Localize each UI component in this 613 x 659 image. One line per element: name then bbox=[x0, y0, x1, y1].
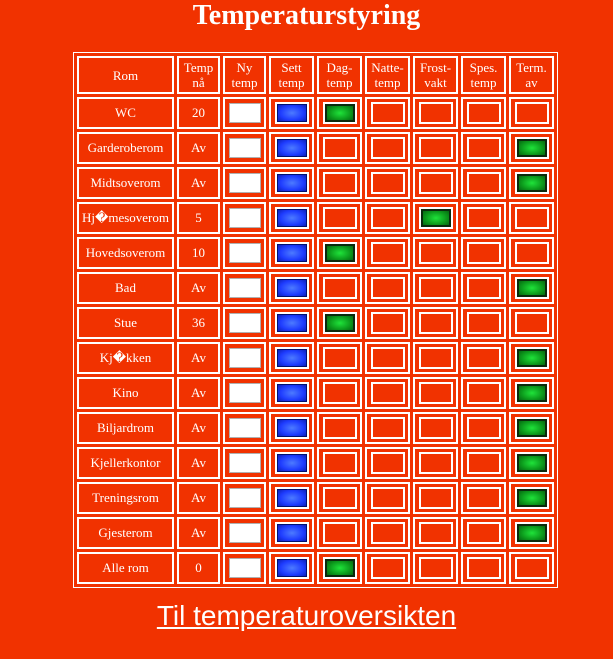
dag-cell bbox=[317, 517, 362, 549]
term-cell bbox=[509, 307, 554, 339]
dag-cell bbox=[317, 237, 362, 269]
dag-cell bbox=[317, 272, 362, 304]
frost-cell bbox=[413, 552, 458, 584]
header-dag-temp: Dag- temp bbox=[317, 56, 362, 94]
current-temp: Av bbox=[177, 482, 220, 514]
frost-cell bbox=[413, 272, 458, 304]
set-temp-cell bbox=[269, 552, 314, 584]
spes-cell bbox=[461, 132, 506, 164]
term-cell bbox=[509, 517, 554, 549]
frost-cell bbox=[413, 482, 458, 514]
new-temp-cell bbox=[223, 377, 266, 409]
spes-cell bbox=[461, 482, 506, 514]
room-name: Biljardrom bbox=[77, 412, 174, 444]
dag-mode-button[interactable] bbox=[323, 172, 357, 194]
current-temp: 36 bbox=[177, 307, 220, 339]
dag-mode-button[interactable] bbox=[323, 312, 357, 334]
natte-mode-button[interactable] bbox=[371, 137, 405, 159]
spes-cell bbox=[461, 307, 506, 339]
set-temp-cell bbox=[269, 307, 314, 339]
natte-cell bbox=[365, 412, 410, 444]
spes-cell bbox=[461, 342, 506, 374]
table-row bbox=[77, 342, 554, 374]
dag-mode-button[interactable] bbox=[323, 207, 357, 229]
natte-cell bbox=[365, 307, 410, 339]
room-rows bbox=[77, 97, 554, 584]
natte-mode-button[interactable] bbox=[371, 207, 405, 229]
spes-cell bbox=[461, 412, 506, 444]
room-name: Bad bbox=[77, 272, 174, 304]
room-name: Garderoberom bbox=[77, 132, 174, 164]
spes-cell bbox=[461, 167, 506, 199]
new-temp-input[interactable] bbox=[229, 103, 261, 123]
new-temp-input[interactable] bbox=[229, 488, 261, 508]
spes-cell bbox=[461, 517, 506, 549]
room-name: Gjesterom bbox=[77, 517, 174, 549]
room-name: Kino bbox=[77, 377, 174, 409]
set-temp-button[interactable] bbox=[275, 347, 309, 369]
dag-cell bbox=[317, 342, 362, 374]
frost-cell bbox=[413, 132, 458, 164]
natte-mode-button[interactable] bbox=[371, 417, 405, 439]
new-temp-input[interactable] bbox=[229, 558, 261, 578]
current-temp: Av bbox=[177, 272, 220, 304]
room-name: Treningsrom bbox=[77, 482, 174, 514]
dag-mode-button[interactable] bbox=[323, 382, 357, 404]
new-temp-cell bbox=[223, 412, 266, 444]
term-mode-button[interactable] bbox=[515, 242, 549, 264]
dag-mode-button[interactable] bbox=[323, 522, 357, 544]
spes-cell bbox=[461, 237, 506, 269]
term-mode-button[interactable] bbox=[515, 347, 549, 369]
current-temp: Av bbox=[177, 412, 220, 444]
natte-cell bbox=[365, 132, 410, 164]
set-temp-button[interactable] bbox=[275, 102, 309, 124]
natte-cell bbox=[365, 167, 410, 199]
room-name: WC bbox=[77, 97, 174, 129]
term-cell bbox=[509, 482, 554, 514]
frost-mode-button[interactable] bbox=[419, 312, 453, 334]
natte-mode-button[interactable] bbox=[371, 172, 405, 194]
natte-cell bbox=[365, 482, 410, 514]
term-mode-button[interactable] bbox=[515, 452, 549, 474]
term-mode-button[interactable] bbox=[515, 137, 549, 159]
dag-mode-button[interactable] bbox=[323, 452, 357, 474]
spes-mode-button[interactable] bbox=[467, 172, 501, 194]
term-cell bbox=[509, 237, 554, 269]
term-cell bbox=[509, 447, 554, 479]
dag-mode-button[interactable] bbox=[323, 102, 357, 124]
header-spes-temp: Spes. temp bbox=[461, 56, 506, 94]
spes-mode-button[interactable] bbox=[467, 382, 501, 404]
natte-mode-button[interactable] bbox=[371, 452, 405, 474]
term-mode-button[interactable] bbox=[515, 312, 549, 334]
new-temp-cell bbox=[223, 447, 266, 479]
header-row bbox=[77, 56, 554, 94]
set-temp-cell bbox=[269, 412, 314, 444]
new-temp-input[interactable] bbox=[229, 453, 261, 473]
term-cell bbox=[509, 132, 554, 164]
frost-mode-button[interactable] bbox=[419, 557, 453, 579]
term-mode-button[interactable] bbox=[515, 382, 549, 404]
spes-mode-button[interactable] bbox=[467, 487, 501, 509]
header-sett-temp: Sett temp bbox=[269, 56, 314, 94]
new-temp-input[interactable] bbox=[229, 313, 261, 333]
new-temp-cell bbox=[223, 342, 266, 374]
room-name: Alle rom bbox=[77, 552, 174, 584]
frost-cell bbox=[413, 237, 458, 269]
room-name: Hj�mesoverom bbox=[77, 202, 174, 234]
set-temp-button[interactable] bbox=[275, 557, 309, 579]
current-temp: 10 bbox=[177, 237, 220, 269]
new-temp-input[interactable] bbox=[229, 418, 261, 438]
frost-mode-button[interactable] bbox=[419, 347, 453, 369]
dag-cell bbox=[317, 202, 362, 234]
dag-mode-button[interactable] bbox=[323, 277, 357, 299]
spes-mode-button[interactable] bbox=[467, 312, 501, 334]
spes-cell bbox=[461, 97, 506, 129]
natte-mode-button[interactable] bbox=[371, 522, 405, 544]
set-temp-button[interactable] bbox=[275, 172, 309, 194]
spes-mode-button[interactable] bbox=[467, 242, 501, 264]
table-row bbox=[77, 482, 554, 514]
header-temp-na: Temp nå bbox=[177, 56, 220, 94]
new-temp-input[interactable] bbox=[229, 383, 261, 403]
table-row bbox=[77, 377, 554, 409]
term-mode-button[interactable] bbox=[515, 172, 549, 194]
frost-cell bbox=[413, 377, 458, 409]
natte-mode-button[interactable] bbox=[371, 312, 405, 334]
frost-mode-button[interactable] bbox=[419, 172, 453, 194]
set-temp-cell bbox=[269, 167, 314, 199]
frost-mode-button[interactable] bbox=[419, 277, 453, 299]
new-temp-input[interactable] bbox=[229, 173, 261, 193]
term-cell bbox=[509, 342, 554, 374]
dag-mode-button[interactable] bbox=[323, 347, 357, 369]
dag-cell bbox=[317, 377, 362, 409]
new-temp-input[interactable] bbox=[229, 523, 261, 543]
frost-mode-button[interactable] bbox=[419, 522, 453, 544]
header-rom: Rom bbox=[77, 56, 174, 94]
set-temp-button[interactable] bbox=[275, 417, 309, 439]
new-temp-input[interactable] bbox=[229, 243, 261, 263]
table-row bbox=[77, 132, 554, 164]
frost-mode-button[interactable] bbox=[419, 452, 453, 474]
frost-mode-button[interactable] bbox=[419, 382, 453, 404]
natte-mode-button[interactable] bbox=[371, 102, 405, 124]
set-temp-button[interactable] bbox=[275, 382, 309, 404]
room-name: Hovedsoverom bbox=[77, 237, 174, 269]
current-temp: Av bbox=[177, 342, 220, 374]
set-temp-cell bbox=[269, 342, 314, 374]
set-temp-button[interactable] bbox=[275, 452, 309, 474]
current-temp: Av bbox=[177, 517, 220, 549]
new-temp-cell bbox=[223, 132, 266, 164]
table-row bbox=[77, 202, 554, 234]
term-cell bbox=[509, 272, 554, 304]
term-mode-button[interactable] bbox=[515, 277, 549, 299]
header-term-av: Term. av bbox=[509, 56, 554, 94]
new-temp-input[interactable] bbox=[229, 208, 261, 228]
frost-mode-button[interactable] bbox=[419, 137, 453, 159]
current-temp: Av bbox=[177, 447, 220, 479]
page-title: Temperaturstyring bbox=[192, 0, 421, 31]
natte-cell bbox=[365, 447, 410, 479]
dag-mode-button[interactable] bbox=[323, 487, 357, 509]
set-temp-button[interactable] bbox=[275, 137, 309, 159]
table-row bbox=[77, 552, 554, 584]
spes-cell bbox=[461, 552, 506, 584]
frost-cell bbox=[413, 342, 458, 374]
set-temp-button[interactable] bbox=[275, 242, 309, 264]
spes-cell bbox=[461, 202, 506, 234]
frost-mode-button[interactable] bbox=[419, 242, 453, 264]
dag-cell bbox=[317, 482, 362, 514]
term-cell bbox=[509, 202, 554, 234]
spes-mode-button[interactable] bbox=[467, 347, 501, 369]
new-temp-cell bbox=[223, 517, 266, 549]
term-cell bbox=[509, 412, 554, 444]
set-temp-cell bbox=[269, 202, 314, 234]
dag-cell bbox=[317, 97, 362, 129]
dag-mode-button[interactable] bbox=[323, 137, 357, 159]
temperature-table bbox=[73, 52, 558, 588]
table-row bbox=[77, 97, 554, 129]
dag-cell bbox=[317, 132, 362, 164]
dag-mode-button[interactable] bbox=[323, 557, 357, 579]
room-name: Kj�kken bbox=[77, 342, 174, 374]
frost-cell bbox=[413, 307, 458, 339]
spes-mode-button[interactable] bbox=[467, 452, 501, 474]
current-temp: 0 bbox=[177, 552, 220, 584]
term-cell bbox=[509, 97, 554, 129]
term-mode-button[interactable] bbox=[515, 557, 549, 579]
spes-mode-button[interactable] bbox=[467, 417, 501, 439]
table-row bbox=[77, 237, 554, 269]
current-temp: Av bbox=[177, 167, 220, 199]
term-mode-button[interactable] bbox=[515, 102, 549, 124]
dag-mode-button[interactable] bbox=[323, 417, 357, 439]
natte-cell bbox=[365, 342, 410, 374]
natte-mode-button[interactable] bbox=[371, 557, 405, 579]
frost-mode-button[interactable] bbox=[419, 207, 453, 229]
new-temp-cell bbox=[223, 482, 266, 514]
spes-mode-button[interactable] bbox=[467, 277, 501, 299]
current-temp: Av bbox=[177, 377, 220, 409]
set-temp-button[interactable] bbox=[275, 277, 309, 299]
set-temp-cell bbox=[269, 272, 314, 304]
frost-mode-button[interactable] bbox=[419, 417, 453, 439]
table-row bbox=[77, 447, 554, 479]
header-natte-temp: Natte- temp bbox=[365, 56, 410, 94]
dag-mode-button[interactable] bbox=[323, 242, 357, 264]
new-temp-cell bbox=[223, 202, 266, 234]
frost-cell bbox=[413, 412, 458, 444]
new-temp-input[interactable] bbox=[229, 278, 261, 298]
spes-cell bbox=[461, 272, 506, 304]
dag-cell bbox=[317, 447, 362, 479]
natte-cell bbox=[365, 552, 410, 584]
spes-mode-button[interactable] bbox=[467, 207, 501, 229]
room-name: Kjellerkontor bbox=[77, 447, 174, 479]
spes-cell bbox=[461, 447, 506, 479]
term-cell bbox=[509, 167, 554, 199]
table-row bbox=[77, 307, 554, 339]
new-temp-input[interactable] bbox=[229, 348, 261, 368]
dag-cell bbox=[317, 412, 362, 444]
natte-mode-button[interactable] bbox=[371, 382, 405, 404]
dag-cell bbox=[317, 167, 362, 199]
spes-mode-button[interactable] bbox=[467, 557, 501, 579]
set-temp-cell bbox=[269, 377, 314, 409]
frost-cell bbox=[413, 447, 458, 479]
current-temp: 5 bbox=[177, 202, 220, 234]
frost-cell bbox=[413, 202, 458, 234]
table-row bbox=[77, 272, 554, 304]
current-temp: 20 bbox=[177, 97, 220, 129]
term-cell bbox=[509, 377, 554, 409]
natte-mode-button[interactable] bbox=[371, 242, 405, 264]
natte-cell bbox=[365, 237, 410, 269]
header-ny-temp: Ny temp bbox=[223, 56, 266, 94]
dag-cell bbox=[317, 552, 362, 584]
frost-cell bbox=[413, 517, 458, 549]
term-mode-button[interactable] bbox=[515, 207, 549, 229]
term-mode-button[interactable] bbox=[515, 487, 549, 509]
new-temp-cell bbox=[223, 97, 266, 129]
natte-cell bbox=[365, 272, 410, 304]
spes-mode-button[interactable] bbox=[467, 522, 501, 544]
natte-cell bbox=[365, 517, 410, 549]
set-temp-cell bbox=[269, 517, 314, 549]
natte-cell bbox=[365, 202, 410, 234]
natte-cell bbox=[365, 377, 410, 409]
frost-mode-button[interactable] bbox=[419, 102, 453, 124]
room-name: Stue bbox=[77, 307, 174, 339]
table-row bbox=[77, 412, 554, 444]
natte-mode-button[interactable] bbox=[371, 277, 405, 299]
dag-cell bbox=[317, 307, 362, 339]
new-temp-cell bbox=[223, 307, 266, 339]
new-temp-cell bbox=[223, 237, 266, 269]
new-temp-cell bbox=[223, 272, 266, 304]
set-temp-button[interactable] bbox=[275, 207, 309, 229]
current-temp: Av bbox=[177, 132, 220, 164]
frost-cell bbox=[413, 97, 458, 129]
natte-mode-button[interactable] bbox=[371, 487, 405, 509]
room-name: Midtsoverom bbox=[77, 167, 174, 199]
set-temp-cell bbox=[269, 237, 314, 269]
frost-cell bbox=[413, 167, 458, 199]
new-temp-cell bbox=[223, 552, 266, 584]
set-temp-cell bbox=[269, 97, 314, 129]
new-temp-cell bbox=[223, 167, 266, 199]
set-temp-button[interactable] bbox=[275, 487, 309, 509]
natte-cell bbox=[365, 97, 410, 129]
set-temp-button[interactable] bbox=[275, 522, 309, 544]
table-row bbox=[77, 167, 554, 199]
spes-mode-button[interactable] bbox=[467, 137, 501, 159]
spes-mode-button[interactable] bbox=[467, 102, 501, 124]
natte-mode-button[interactable] bbox=[371, 347, 405, 369]
term-cell bbox=[509, 552, 554, 584]
term-mode-button[interactable] bbox=[515, 522, 549, 544]
set-temp-button[interactable] bbox=[275, 312, 309, 334]
header-frost-vakt: Frost- vakt bbox=[413, 56, 458, 94]
set-temp-cell bbox=[269, 132, 314, 164]
table-row bbox=[77, 517, 554, 549]
temperature-overview-link[interactable]: Til temperaturoversikten bbox=[156, 600, 457, 631]
new-temp-input[interactable] bbox=[229, 138, 261, 158]
set-temp-cell bbox=[269, 447, 314, 479]
set-temp-cell bbox=[269, 482, 314, 514]
frost-mode-button[interactable] bbox=[419, 487, 453, 509]
spes-cell bbox=[461, 377, 506, 409]
term-mode-button[interactable] bbox=[515, 417, 549, 439]
